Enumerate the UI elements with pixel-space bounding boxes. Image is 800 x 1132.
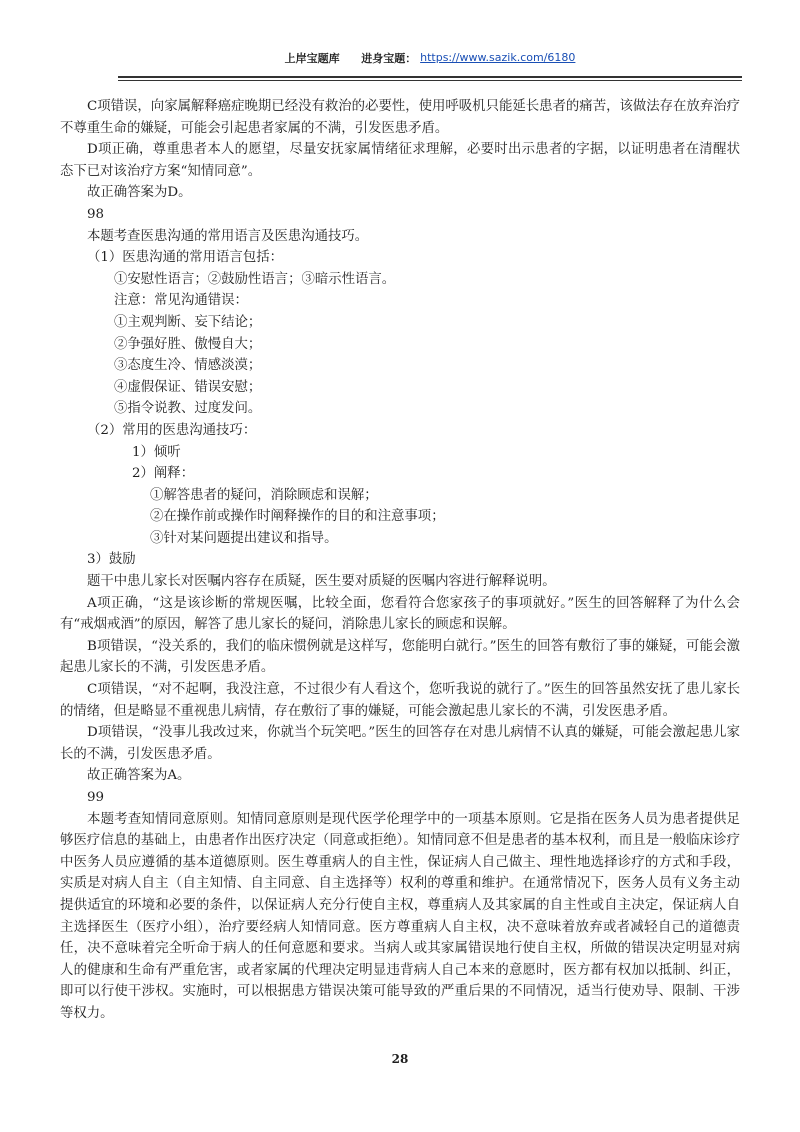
paragraph: ③态度生冷、情感淡漠； bbox=[114, 358, 262, 374]
paragraph: ④虚假保证、错误安慰； bbox=[114, 379, 262, 395]
paragraph: 本题考查知情同意原则。知情同意原则是现代医学伦理学中的一项基本原则。它是指在医务人员为患者提供足够医疗信息的基础上，由患者作出医疗决定（同意或拒绝）。知情同意不但是患者的基本权利，而且是一般临床诊疗中医务人员应遵循的基本道德原则。医生尊重病人的自主性，保证病人自己做主、理性地选择诊疗的方式和手段，实质是对病人自主（自主知情、自主同意、自主选择等）权利的尊重和维护。在通常情况下，医务人员有义务主动提供适宜的环境和必要的条件，以保证病人充分行使自主权，尊重病人及其家属的自主性或自主决定，保证病人自主选择医生（医疗小组），治疗要经病人知情同意。医方尊重病人自主权，决不意味着放弃或者减轻自己的道德责任，决不意味着完全听命于病人的任何意愿和要求。当病人或其家属错误地行使自主权，所做的错误决定明显对病人的健康和生命有严重危害，或者家属的代理决定明显违背病人自己本来的意愿时，医方都有权加以抵制、纠正，即可以行使干涉权。实施时，可以根据患方错误决策可能导致的严重后果的不同情况，适当行使劝导、限制、干涉等权力。 bbox=[60, 811, 740, 1021]
paragraph: ⑤指令说教、过度发问。 bbox=[114, 401, 262, 417]
paragraph: D项错误，“没事儿我改过来，你就当个玩笑吧。”医生的回答存在对患儿病情不认真的嫌疑，可能会激起患儿家长的不满，引发医患矛盾。 bbox=[60, 725, 740, 762]
header-divider bbox=[118, 76, 742, 78]
paragraph: 题干中患儿家长对医嘱内容存在质疑，医生要对质疑的医嘱内容进行解释说明。 bbox=[87, 574, 556, 590]
paragraph: ③针对某问题提出建议和指导。 bbox=[150, 530, 338, 546]
paragraph: 故正确答案为A。 bbox=[87, 768, 191, 784]
paragraph: ②在操作前或操作时阐释操作的目的和注意事项； bbox=[150, 509, 445, 525]
paragraph: 3）鼓励 bbox=[87, 552, 136, 568]
page-number: 28 bbox=[391, 1052, 409, 1066]
header-divider-thin bbox=[118, 80, 742, 81]
paragraph: 故正确答案为D。 bbox=[87, 185, 192, 201]
paragraph: 98 bbox=[87, 206, 105, 222]
paragraph: C项错误，向家属解释癌症晚期已经没有救治的必要性，使用呼吸机只能延长患者的痛苦，该做法存在放弃治疗不尊重生命的嫌疑，可能会引起患者家属的不满，引发医患矛盾。 bbox=[60, 99, 740, 136]
paragraph: D项正确，尊重患者本人的愿望，尽量安抚家属情绪征求理解，必要时出示患者的字据，以证明患者在清醒状态下已对该治疗方案“知情同意”。 bbox=[60, 142, 740, 179]
paragraph: ①解答患者的疑问，消除顾虑和误解； bbox=[150, 487, 378, 503]
paragraph: 99 bbox=[87, 790, 105, 805]
paragraph: ②争强好胜、傲慢自大； bbox=[114, 336, 262, 352]
paragraph: ①主观判断、妄下结论； bbox=[114, 314, 262, 330]
document-body bbox=[60, 96, 740, 1025]
paragraph: （1）医患沟通的常用语言包括： bbox=[87, 250, 283, 266]
paragraph: ①安慰性语言；②鼓励性语言；③暗示性语言。 bbox=[114, 271, 396, 287]
paragraph: C项错误，“对不起啊，我没注意，不过很少有人看这个，您听我说的就行了。”医生的回答虽然安抚了患儿家长的情绪，但是略显不重视患儿病情，存在敷衍了事的嫌疑，可能会激起患儿家长的不满，引发医患矛盾。 bbox=[60, 682, 740, 719]
paragraph: 1）倾听 bbox=[132, 444, 181, 460]
header-prompt: 进身宝题： bbox=[361, 52, 417, 65]
paragraph: 注意：常见沟通错误： bbox=[114, 293, 248, 309]
paragraph: B项错误，“没关系的，我们的临床惯例就是这样写，您能明白就行。”医生的回答有敷衍了事的嫌疑，可能会激起患儿家长的不满，引发医患矛盾。 bbox=[60, 638, 740, 676]
header-brand: 上岸宝题库 bbox=[284, 52, 340, 65]
paragraph: 本题考查医患沟通的常用语言及医患沟通技巧。 bbox=[87, 228, 369, 244]
paragraph: （2）常用的医患沟通技巧： bbox=[87, 422, 257, 438]
paragraph: 2）阐释： bbox=[132, 466, 195, 482]
paragraph: A项正确，“这是该诊断的常规医嘱，比较全面，您看符合您家孩子的事项就好。”医生的回答解释了为什么会有“戒烟戒酒”的原因，解答了患儿家长的疑问，消除患儿家长的顾虑和误解。 bbox=[60, 595, 740, 633]
header-link[interactable]: https://www.sazik.com/6180 bbox=[420, 51, 576, 64]
